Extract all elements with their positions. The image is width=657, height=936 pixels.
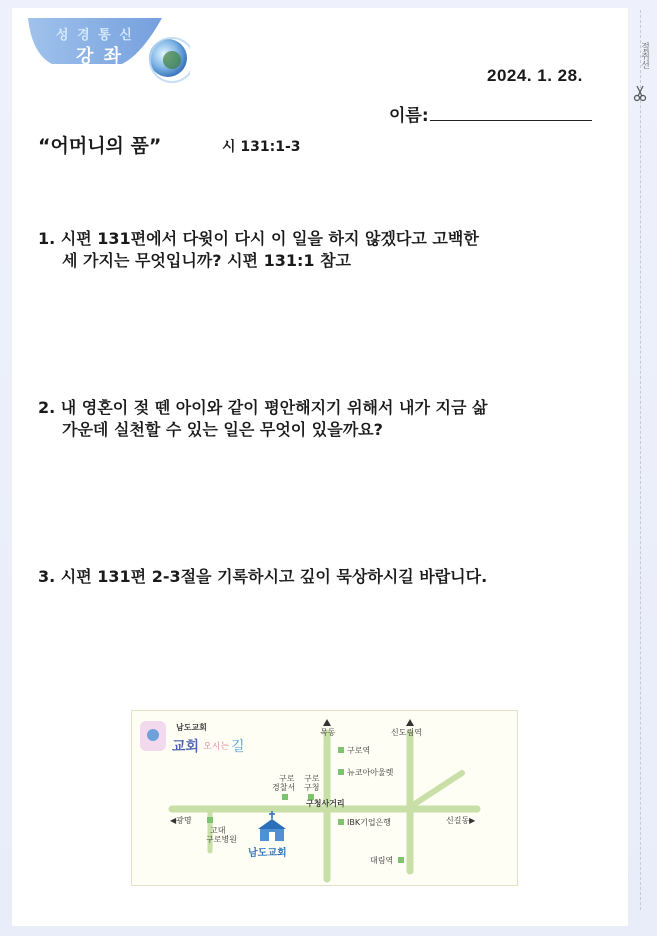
bible-course-logo (22, 14, 190, 84)
map-label-korea-univ-1: 고대 (210, 826, 226, 835)
north-arrow-sindorim (406, 719, 414, 726)
map-title-main: 교회 (172, 739, 200, 755)
map-label-mokdong: 목동 (320, 728, 336, 737)
map-title-end: 길 (231, 739, 245, 755)
cut-line-label: 절취선 (639, 42, 649, 69)
question-2-line-1: 2. 내 영혼이 젖 뗀 아이와 같이 평안해지기 위해서 내가 지금 삶 (38, 398, 488, 417)
map-label-gwangmyeong: ◀광명 (170, 816, 192, 825)
map-label-korea-univ-2: 구로병원 (206, 835, 237, 844)
name-field[interactable] (430, 120, 592, 121)
cut-line (640, 10, 641, 910)
map-label-guro-police-1: 구로 (279, 774, 295, 783)
map-label-ibk: IBK기업은행 (347, 818, 392, 827)
map-title-emblem (147, 729, 159, 741)
question-1-line-2: 세 가지는 무엇입니까? 시편 131:1 참고 (62, 251, 351, 270)
map-label-sindorim: 신도림역 (391, 728, 422, 737)
question-2-line-2: 가운데 실천할 수 있는 일은 무엇이 있을까요? (62, 420, 383, 439)
map-label-singil: 신길동▶ (446, 816, 476, 825)
worksheet-date: 2024. 1. 28. (487, 66, 583, 85)
question-3-line-1: 3. 시편 131편 2-3절을 기록하시고 깊이 묵상하시길 바랍니다. (38, 567, 488, 586)
question-3 (38, 566, 578, 588)
logo-bottom-text: 강 좌 (76, 46, 124, 67)
map-church-small: 남도교회 (176, 723, 207, 732)
church-icon (258, 811, 286, 841)
map-label-intersection: 구청사거리 (306, 799, 345, 808)
logo-top-text: 성 경 통 신 (56, 28, 134, 43)
map-label-church: 남도교회 (248, 848, 287, 859)
map-label-guro-station: 구로역 (347, 746, 371, 755)
name-label: 이름: (389, 106, 429, 126)
map-label-guro-office-1: 구로 (304, 774, 320, 783)
scissors-icon (632, 84, 648, 102)
map-label-newcore: 뉴코아아울렛 (347, 768, 394, 777)
north-arrow-mokdong (323, 719, 331, 726)
map-title-sub: 오시는 (203, 742, 230, 752)
question-1-line-1: 1. 시편 131편에서 다윗이 다시 이 일을 하지 않겠다고 고백한 (38, 229, 479, 248)
scripture-reference: 시 131:1-3 (222, 139, 301, 155)
map-label-guro-police-2: 경찰서 (272, 783, 296, 792)
sermon-title: “어머니의 품” (38, 135, 162, 157)
map-label-daerim: 대림역 (370, 856, 394, 865)
question-1 (38, 228, 578, 272)
church-directions-map (131, 710, 518, 886)
question-2 (38, 397, 578, 441)
map-label-guro-office-2: 구청 (304, 783, 320, 792)
